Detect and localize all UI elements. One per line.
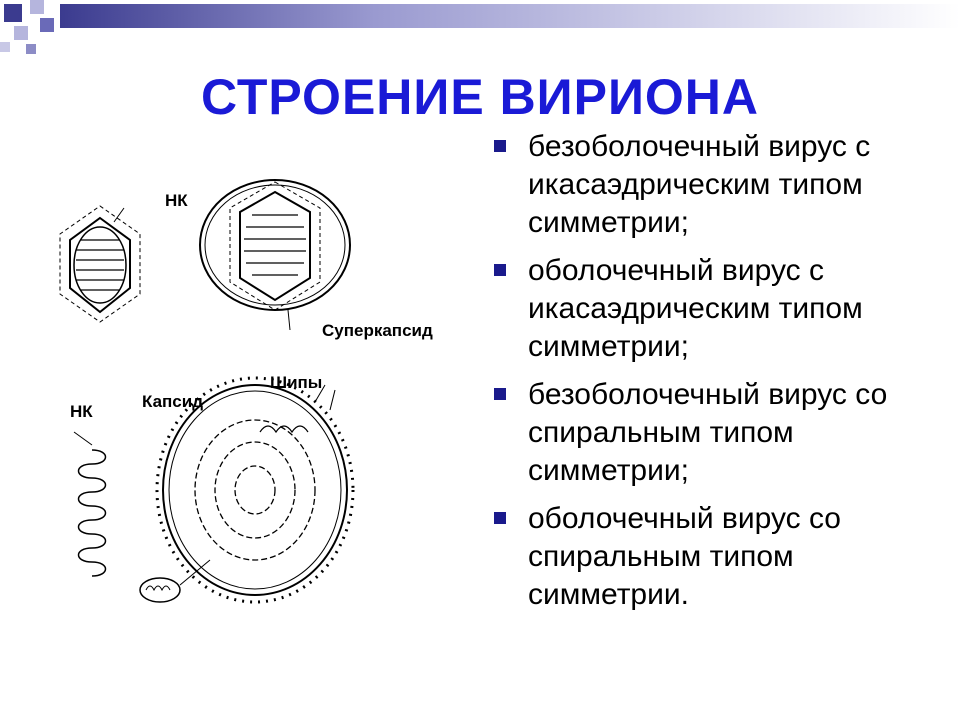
nk-bottom-label: НК <box>70 402 93 421</box>
capsid-label: Капсид <box>142 392 204 411</box>
header-decoration <box>0 0 960 60</box>
list-item-text: оболочечный вирус с икасаэдрическим типом симметрии; <box>528 254 863 363</box>
enveloped-helical-virus <box>140 378 353 602</box>
list-item <box>492 128 937 242</box>
non-enveloped-helical-virus <box>74 432 106 576</box>
virion-diagram <box>30 170 490 620</box>
list-item <box>492 376 937 490</box>
page-title: СТРОЕНИЕ ВИРИОНА <box>200 69 760 125</box>
list-item-text: безоболочечный вирус со спиральным типом симметрии; <box>528 378 888 487</box>
spikes-label: Шипы <box>270 373 323 392</box>
list-item-text: оболочечный вирус со спиральным типом симметрии. <box>528 502 841 611</box>
non-enveloped-icosahedral-virus <box>60 206 140 322</box>
list-item-text: безоболочечный вирус с икасаэдрическим типом симметрии; <box>528 130 871 239</box>
square-bullet-icon <box>494 388 506 400</box>
square-bullet-icon <box>494 512 506 524</box>
supercapsid-label: Суперкапсид <box>322 321 433 340</box>
list-item <box>492 252 937 366</box>
square-bullet-icon <box>494 264 506 276</box>
bullet-list <box>492 128 937 624</box>
enveloped-icosahedral-virus <box>200 180 350 330</box>
list-item <box>492 500 937 614</box>
nk-top-label: НК <box>165 191 188 210</box>
square-bullet-icon <box>494 140 506 152</box>
